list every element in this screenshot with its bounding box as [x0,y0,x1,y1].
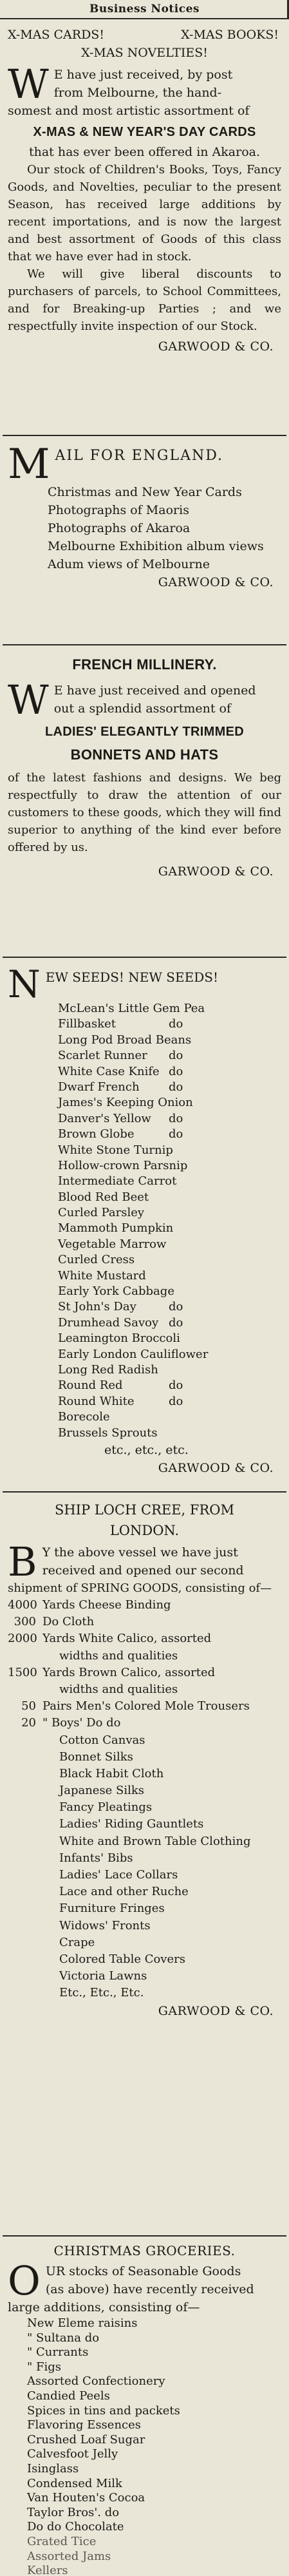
ditto-mark: do [169,1049,183,1063]
list-item [8,2447,281,2462]
seed-name: Hollow-crown Parsnip [58,1158,188,1172]
drop-cap: N [8,962,41,1006]
ad-headline: BONNETS AND HATS [70,747,219,763]
mail-items-list [8,483,281,573]
seed-name: Blood Red Beet [58,1190,149,1204]
grocery-name: Candied Peels [27,2389,110,2403]
goods-description: Ladies' Riding Gauntlets [59,1817,204,1831]
seed-name: Danver's Yellow [58,1111,151,1125]
list-item [8,1648,281,1665]
ad-title: SHIP LOCH CREE, FROM [54,1502,234,1518]
ad-french-millinery [8,653,281,881]
list-item [8,1001,281,1016]
list-item [8,1630,281,1647]
grocery-name: Crushed Loaf Sugar [27,2432,145,2447]
grocery-name: Isinglass [27,2461,79,2476]
grocery-name: " Sultana do [27,2331,100,2345]
list-item [8,1749,281,1766]
list-item [8,1127,281,1142]
list-item [8,1698,281,1715]
list-item [8,2433,281,2448]
list-item [8,2462,281,2477]
drop-cap: W [8,61,49,108]
goods-description: Do Cloth [42,1615,95,1629]
list-item: Photographs of Maoris [48,503,189,517]
goods-description: Yards White Calico, assorted [42,1632,212,1646]
list-item [8,1766,281,1782]
list-item: Adum views of Melbourne [48,557,210,571]
list-item [8,1064,281,1080]
list-item [8,1347,281,1362]
lead-line: from Melbourne, the hand- [53,86,222,100]
goods-quantity: 300 [14,1615,36,1629]
grocery-name: " Figs [27,2360,62,2374]
lead-line: E have just received, by post [53,68,233,82]
list-item [8,1816,281,1833]
goods-description: " Boys' Do do [42,1716,121,1730]
seed-name: Long Pod Broad Beans [58,1033,192,1047]
goods-description: Cotton Canvas [59,1733,145,1747]
separator [3,644,286,645]
goods-description: Japanese Silks [59,1784,145,1798]
seed-name: Brussels Sprouts [58,1426,158,1440]
lead-line: somest and most artistic assortment of [8,104,250,118]
grocery-name: Spices in tins and packets [27,2403,180,2418]
goods-quantity: 20 [21,1716,36,1730]
etc-line: etc., etc., etc. [104,1442,189,1457]
ad-title: AIL FOR ENGLAND. [55,448,224,464]
section-header [0,0,289,19]
ditto-mark: do [169,1064,183,1078]
seed-name: Round White [58,1394,135,1408]
goods-quantity: 4000 [8,1598,37,1612]
list-item [8,1394,281,1409]
list-item [8,1968,281,1985]
goods-description: Yards Brown Calico, assorted [42,1665,216,1679]
list-item [8,1095,281,1111]
goods-description: widths and qualities [59,1648,178,1663]
ditto-mark: do [169,1315,183,1330]
list-item [8,1221,281,1236]
list-item [8,2506,281,2521]
ad-title-left: X-MAS CARDS! [8,28,104,42]
seed-name: James's Keeping Onion [58,1096,193,1110]
goods-description: widths and qualities [59,1682,178,1696]
goods-quantity: 2000 [8,1632,37,1646]
seed-name: Dwarf French [58,1080,140,1094]
body-text: of the latest fashions and designs. We beg respectfully to draw the attention of our customers to these goods, which they will find superior to anything of the kind ever before offered by us. [8,771,281,854]
grocery-name: Flavoring Essences [27,2418,142,2432]
goods-description: Black Habit Cloth [59,1766,164,1780]
ad-title: EW SEEDS! NEW SEEDS! [45,969,218,985]
seed-name: Brown Globe [58,1127,135,1141]
signature: GARWOOD & CO. [158,2003,274,2018]
lead-line: UR stocks of Seasonable Goods [45,2264,241,2278]
seed-name: White Stone Turnip [58,1143,173,1157]
ad-mail-for-england [8,441,281,591]
seed-name: Curled Parsley [58,1206,145,1220]
seed-name: Round Red [58,1379,123,1393]
list-item [8,1284,281,1299]
grocery-name: Calvesfoot Jelly [27,2447,118,2461]
goods-description: Lace and other Ruche [59,1885,189,1899]
seed-name: Early London Cauliflower [58,1347,209,1361]
lead-line: E have just received and opened [53,683,256,698]
grocery-list [8,2316,281,2576]
goods-description: Fancy Pleatings [59,1800,153,1815]
list-item [8,2491,281,2506]
grocery-name: Kellers [27,2564,68,2576]
list-item: Christmas and New Year Cards [48,485,242,499]
ad-title: CHRISTMAS GROCERIES. [53,2243,236,2258]
body-text: large additions, consisting of— [8,2300,200,2314]
section-title: Business Notices [89,3,200,15]
list-item [8,1665,281,1681]
seed-name: Scarlet Runner [58,1049,147,1063]
list-item [8,1362,281,1378]
seed-name: Long Red Radish [58,1362,158,1377]
grocery-name: Condensed Milk [27,2476,122,2490]
list-item [8,1884,281,1900]
drop-cap: B [8,1538,37,1585]
seed-name: Leamington Broccoli [58,1331,180,1346]
list-item [8,2374,281,2389]
list-item [8,2360,281,2375]
grocery-name: Assorted Jams [27,2549,111,2563]
lead-line: (as above) have recently received [45,2282,254,2296]
goods-description: Furniture Fringes [59,1902,165,1916]
list-item [8,1681,281,1698]
list-item [8,1252,281,1268]
grocery-name: New Eleme raisins [27,2316,138,2330]
drop-cap: O [8,2257,41,2304]
grocery-name: Grated Tice [27,2534,97,2548]
list-item [8,1985,281,2001]
list-item [8,2477,281,2492]
seed-name: Curled Cress [58,1253,135,1267]
list-item [8,1299,281,1315]
ditto-mark: do [169,1080,183,1094]
goods-description: Ladies' Lace Collars [59,1868,178,1882]
list-item [8,2389,281,2404]
seed-name: Mammoth Pumpkin [58,1221,174,1236]
list-item [8,1732,281,1749]
signature: GARWOOD & CO. [158,864,274,879]
goods-description: Yards Cheese Binding [42,1598,171,1612]
body-text: shipment of SPRING GOODS, consisting of— [8,1581,272,1595]
list-item [8,2418,281,2433]
list-item [8,1237,281,1252]
grocery-name: Do do Chocolate [27,2520,124,2534]
separator [3,2235,286,2237]
list-item [8,1048,281,1064]
ad-ship-loch-cree [8,1500,281,2020]
ad-new-seeds [8,962,281,1477]
list-item [8,1900,281,1917]
goods-list [8,1597,281,2002]
list-item [8,1331,281,1346]
ad-title: FRENCH MILLINERY. [72,656,217,673]
goods-description: White and Brown Table Clothing [59,1834,251,1848]
goods-description: Colored Table Covers [59,1952,185,1966]
list-item [8,1378,281,1393]
list-item [8,1033,281,1048]
list-item: Melbourne Exhibition album views [48,539,264,553]
list-item [8,1205,281,1221]
list-item [8,1268,281,1284]
list-item [8,1143,281,1158]
separator [3,957,286,958]
seed-name: Fillbasket [58,1017,117,1031]
grocery-name: Taylor Bros'. do [27,2505,120,2519]
list-item [8,2404,281,2419]
body-text: that has ever been offered in Akaroa. [28,145,260,159]
list-item [8,1951,281,1968]
list-item [8,1315,281,1331]
goods-description: Crape [59,1935,95,1949]
separator [3,435,286,436]
ditto-mark: do [169,1300,183,1314]
list-item [8,1016,281,1032]
list-item [8,2331,281,2346]
list-item [8,1158,281,1174]
drop-cap: W [8,676,49,723]
list-item [8,1799,281,1816]
separator [3,1491,286,1493]
body-text: We will give liberal discounts to purchasers of parcels, to School Committees, and for Breaking-up Parties ; and we respectfully invite inspection of our Stock. [8,267,281,333]
seed-name: White Mustard [58,1268,146,1283]
seed-list [8,1001,281,1441]
list-item [8,1426,281,1441]
goods-description: Etc., Etc., Etc. [59,1986,144,2000]
list-item [8,1614,281,1630]
list-item [8,1782,281,1799]
seed-name: Borecole [58,1410,110,1424]
seed-name: Early York Cabbage [58,1284,174,1299]
grocery-name: Assorted Confectionery [27,2374,165,2389]
drop-cap: M [8,441,50,488]
ad-headline: LADIES' ELEGANTLY TRIMMED [45,725,244,739]
goods-description: Victoria Lawns [59,1969,147,1983]
list-item [8,1850,281,1867]
signature: GARWOOD & CO. [158,1460,274,1475]
seed-name: Intermediate Carrot [58,1174,177,1188]
list-item [8,1867,281,1884]
goods-description: Widows' Fronts [59,1918,151,1932]
seed-name: St John's Day [58,1300,136,1314]
goods-description: Infants' Bibs [59,1851,133,1865]
ad-title: LONDON. [109,1523,180,1538]
ditto-mark: do [169,1127,183,1141]
list-item: Photographs of Akaroa [48,521,191,535]
ad-title-sub: X-MAS NOVELTIES! [81,46,208,60]
ad-title-right: X-MAS BOOKS! [181,28,279,42]
list-item [8,1934,281,1951]
list-item [8,2520,281,2535]
list-item [8,1174,281,1189]
list-item [8,1111,281,1127]
list-item [8,1080,281,1095]
ad-xmas-cards [8,26,281,356]
ditto-mark: do [169,1111,183,1125]
signature: GARWOOD & CO. [158,575,274,589]
seed-name: White Case Knife [58,1064,160,1078]
ditto-mark: do [169,1394,183,1408]
goods-description: Bonnet Silks [59,1750,133,1764]
list-item [8,1190,281,1205]
seed-name: Drumhead Savoy [58,1315,159,1330]
grocery-name: Van Houten's Cocoa [27,2491,145,2505]
ad-christmas-groceries [8,2240,281,2576]
seed-name: Vegetable Marrow [58,1237,167,1251]
goods-quantity: 1500 [8,1665,37,1679]
lead-line: Y the above vessel we have just [42,1545,238,1560]
goods-description: Pairs Men's Colored Mole Trousers [42,1699,250,1713]
ditto-mark: do [169,1379,183,1393]
grocery-name: " Currants [27,2345,89,2360]
goods-quantity: 50 [21,1699,36,1713]
lead-line: received and opened our second [42,1563,244,1578]
list-item [8,1597,281,1614]
list-item [8,2345,281,2360]
list-item [8,1409,281,1425]
list-item [8,2316,281,2331]
list-item [8,1918,281,1934]
signature: GARWOOD & CO. [158,339,274,354]
lead-line: out a splendid assortment of [53,701,231,716]
list-item [8,2564,281,2576]
ditto-mark: do [169,1017,183,1031]
body-text: Our stock of Children's Books, Toys, Fancy Goods, and Novelties, peculiar to the present Season, has received large additions by recent importations, and is now the largest and best assortment of Goods of this class that we have ever had in stock. [8,163,281,263]
list-item [8,2535,281,2550]
ad-headline: X-MAS & NEW YEAR'S DAY CARDS [33,125,256,139]
list-item [8,1715,281,1732]
seed-name: McLean's Little Gem Pea [58,1002,205,1015]
list-item [8,1833,281,1850]
list-item [8,2550,281,2564]
